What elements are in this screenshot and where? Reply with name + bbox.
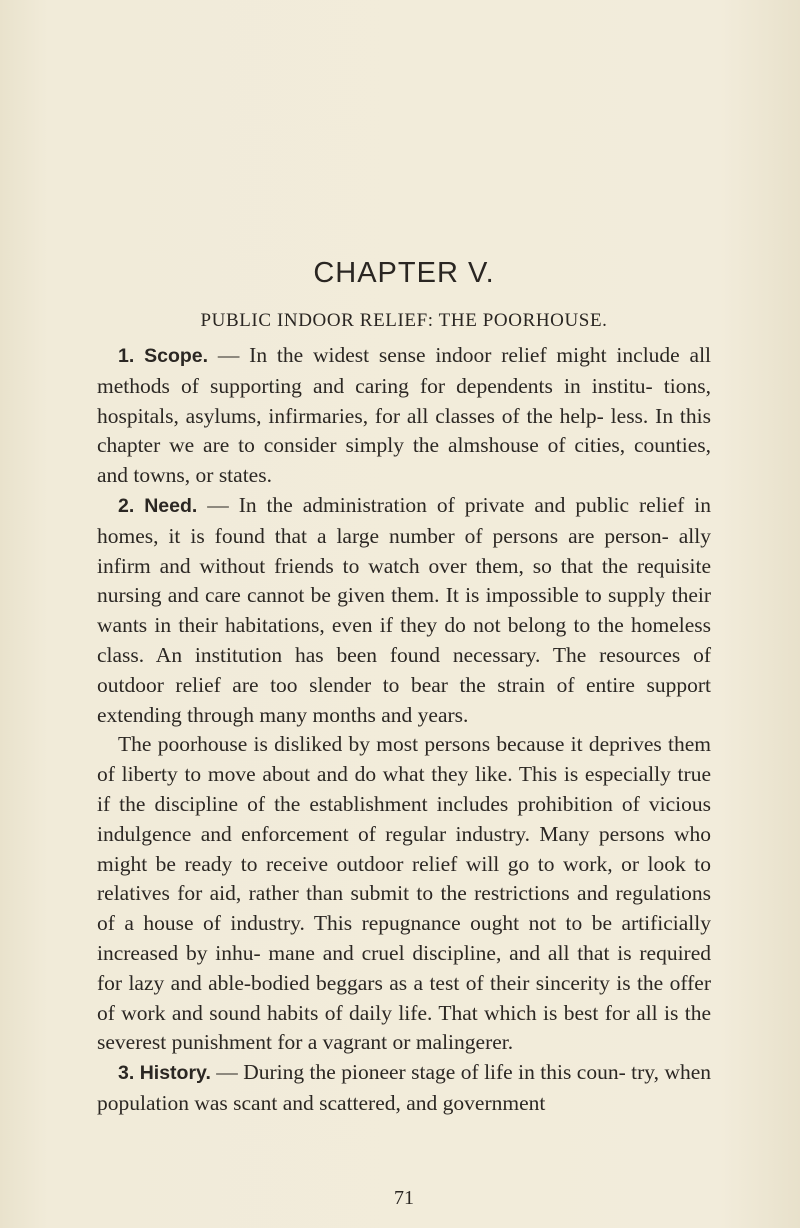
paragraph-text: In the widest sense indoor relief might include all methods of supporting and caring for dependents in institu- tions, hospitals, asylums, infirmaries, for all classes of the help- less. In this chapter we are to consider simply the almshouse of cities, counties, and towns, or states.	[97, 343, 712, 488]
chapter-title: PUBLIC INDOOR RELIEF: THE POORHOUSE.	[200, 310, 608, 331]
paragraph-text: The poorhouse is disliked by most persons because it deprives them of liberty to move about and do what they like. This is especially true if the discipline of the establishment includes prohibition of vicious indulgence and enforcement of regular industry. Many persons who might be ready to receive outdoor relief will go to work, or look to relatives for aid, rather than submit to the restrictions and regulations of a house of industry. This repugnance ought not to be artificially increased by inhu- mane and cruel discipline, and all that is required for lazy and able-bodied beggars as a test of their sincerity is the offer of work and sound habits of daily life. That which is best for all is the severest punishment for a vagrant or malingerer.	[97, 732, 711, 1055]
section-dash: —	[208, 343, 250, 367]
page-number: 71	[394, 1187, 414, 1209]
section-number: 1.	[118, 345, 135, 367]
section-title-history: History.	[139, 1062, 211, 1085]
chapter-heading: CHAPTER V.	[313, 257, 495, 289]
paragraph-need	[97, 491, 711, 730]
paragraph-scope	[97, 341, 711, 491]
section-title-need: Need.	[144, 494, 198, 517]
body-text	[97, 341, 711, 1119]
section-dash: —	[197, 492, 239, 517]
paragraph-history	[97, 1058, 711, 1119]
section-dash: —	[210, 1060, 244, 1085]
section-title-scope: Scope.	[144, 345, 209, 367]
section-number: 3.	[118, 1062, 135, 1085]
section-number: 2.	[118, 494, 135, 517]
paragraph-text: During the pioneer stage of life in this coun- try, when population was scant and scattered, and government	[97, 1060, 712, 1115]
paragraph-poorhouse	[97, 730, 711, 1058]
paragraph-text: In the administration of private and public relief in homes, it is found that a large number of persons are person- ally infirm and without friends to watch over them, so that the requisite nursing and care cannot be given them. It is impossible to supply their wants in their habitations, even if they do not belong to the homeless class. An institution has been found necessary. The resources of outdoor relief are too slender to bear the strain of entire support extending through many months and years.	[97, 492, 712, 727]
